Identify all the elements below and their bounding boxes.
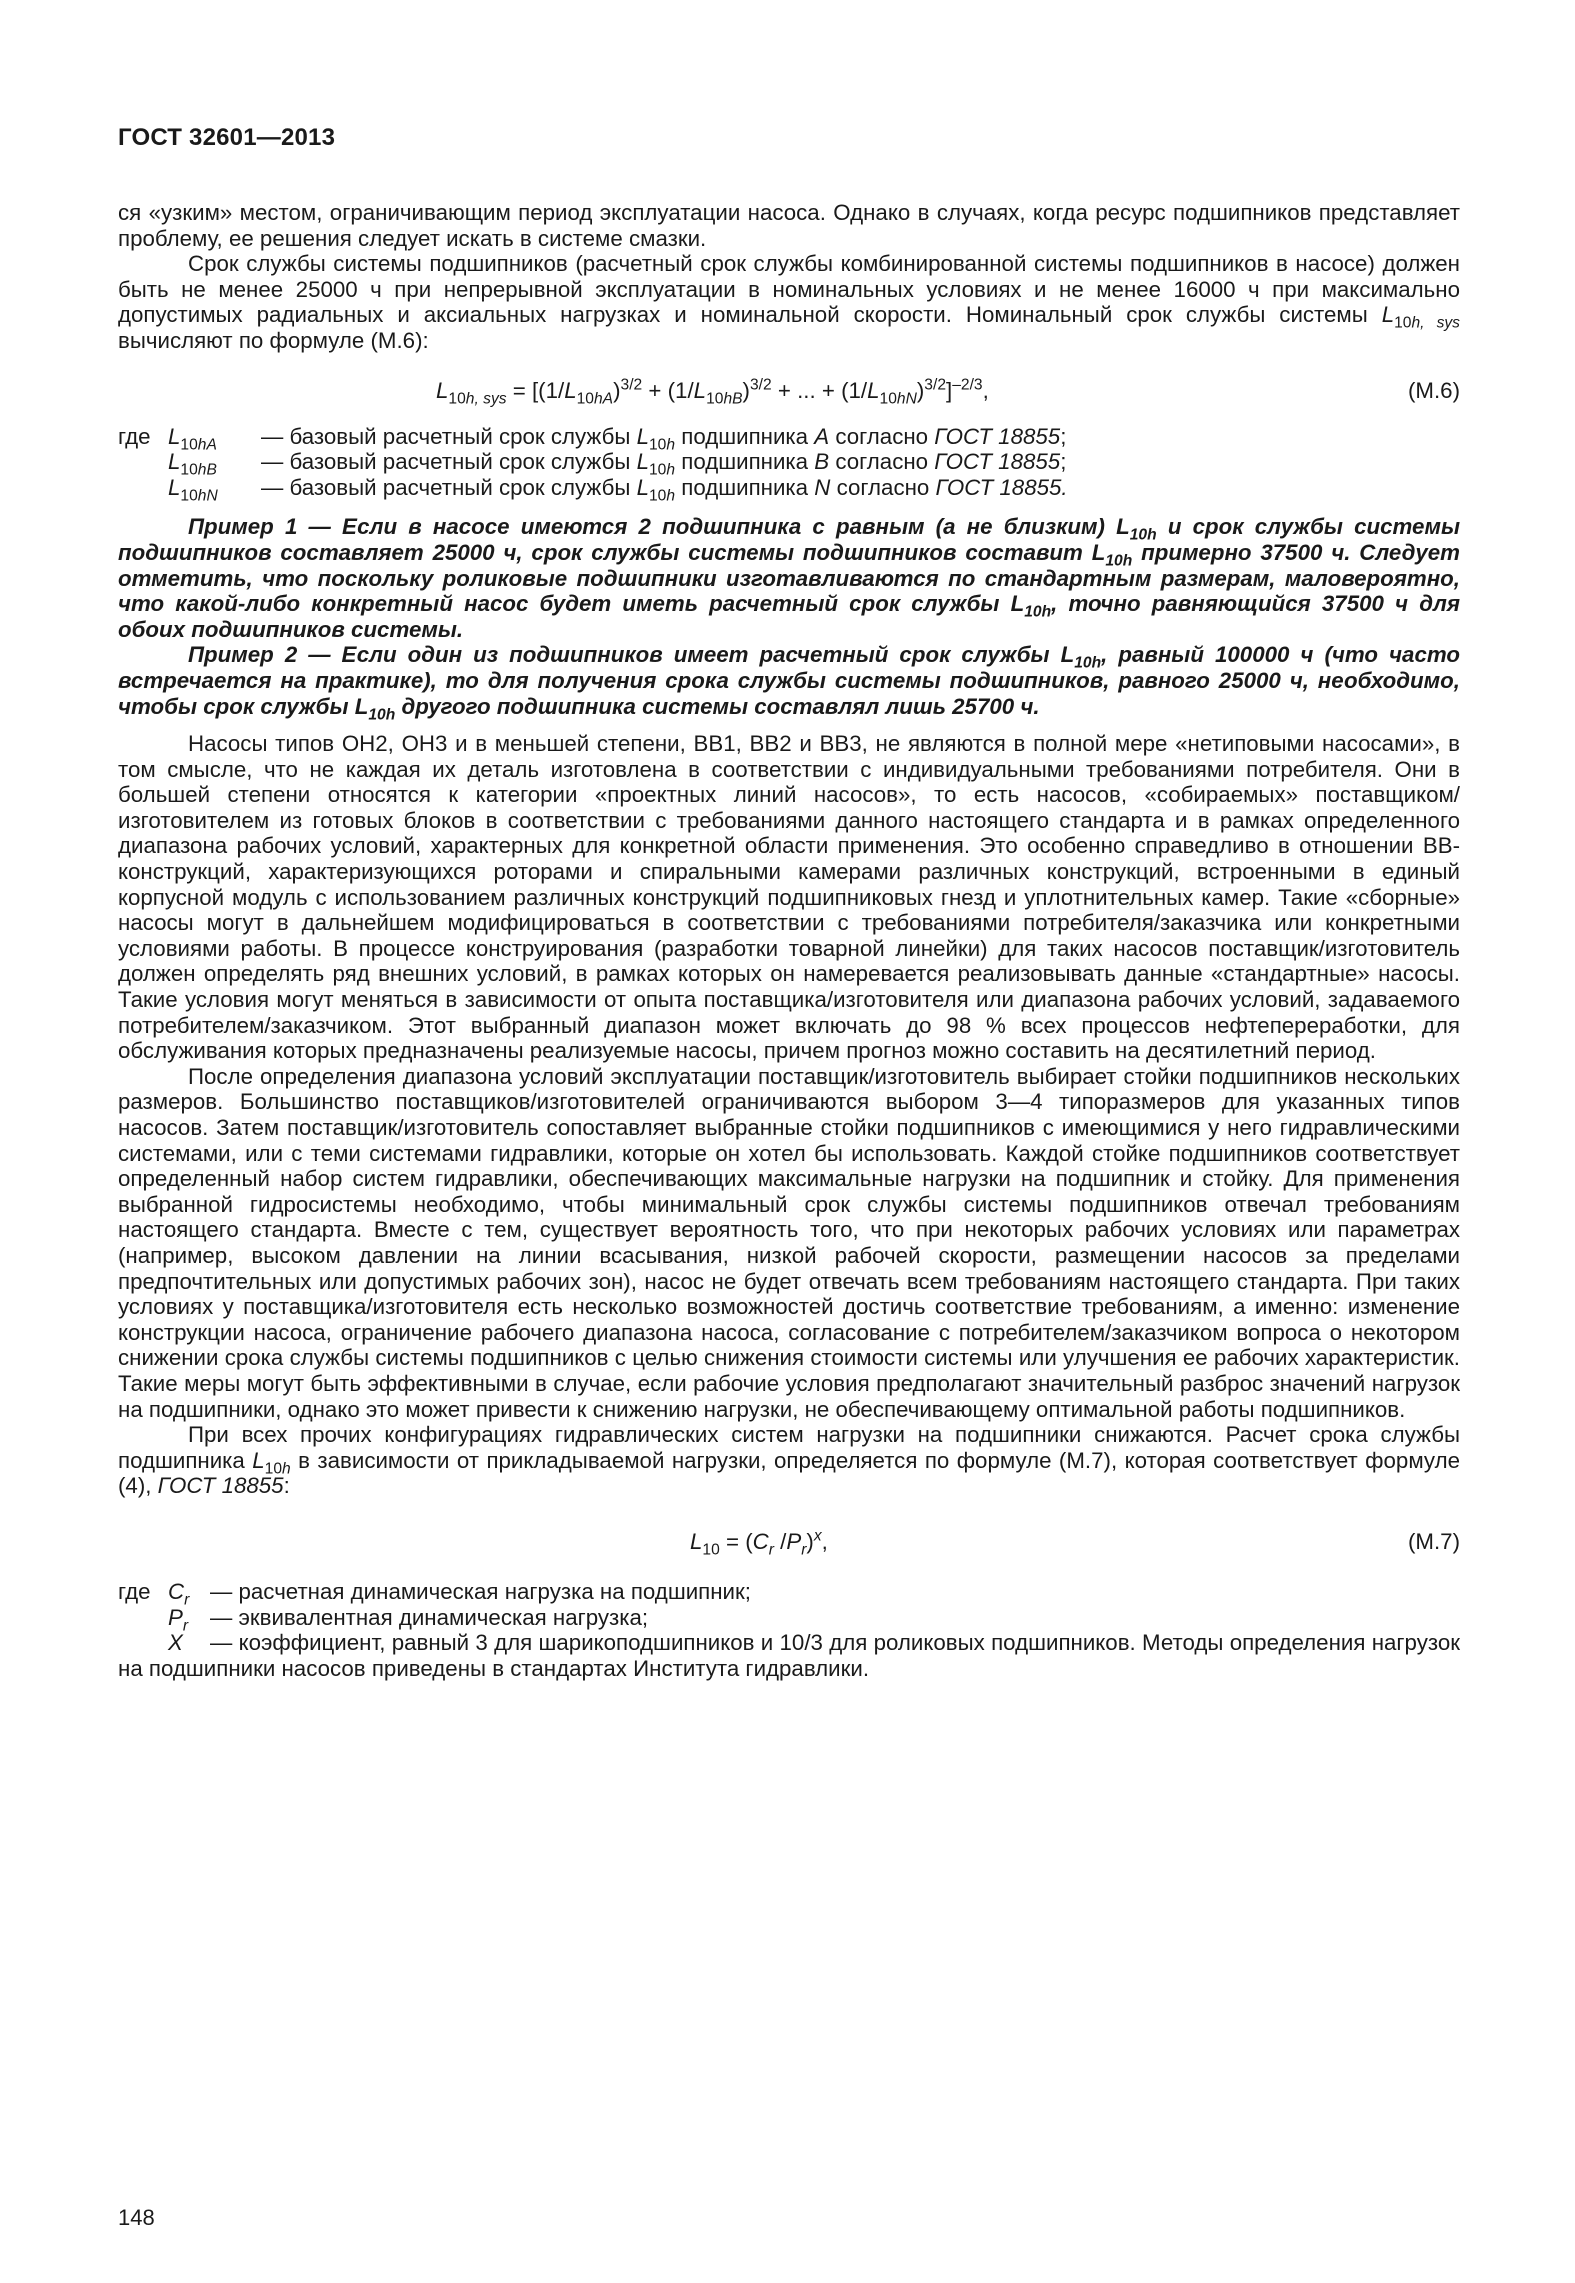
formula-m6-expression: $L_{10h, sys} = [(1/L_{10hA})^{3/2} + (1/L_{10hB})^{3/2}$ + ... + $(1/L_{10hN})^{3/2}]^{-2/3}$, — [436, 376, 989, 408]
formula-m7-expression: $L_{10} = (C_r$ $/P_r)^x$, — [690, 1527, 828, 1559]
paragraph-2-text: Срок службы системы подшипников (расчетный срок службы комбинированной системы подшипников в насосе) должен быть не менее 25000 ч при непрерывной эксплуатации в номинальных условиях и не менее 16000 ч при максимально допустимых радиальных и аксиальных нагрузках и номинальной скорости. Номинальный срок службы системы — [118, 251, 1460, 328]
where-text: — расчетная динамическая нагрузка на подшипник; — [210, 1578, 751, 1604]
document-page — [118, 0, 1460, 2283]
paragraph-5-text: При всех прочих конфигурациях гидравлических систем нагрузки на подшипники снижаются. Расчет срока службы подшипника — [118, 1422, 1460, 1473]
where-lead: где — [118, 1578, 151, 1604]
where-item-x: X — коэффициент, равный 3 для шарикоподшипников и 10/3 для роликовых подшипников. Методы определения нагрузок на подшипники насосов приведены в стандартах Института гидравлики. — [118, 1630, 1460, 1681]
where-symbol: $P_r$ — [168, 1604, 189, 1634]
symbol-l10h-sys: L — [1381, 302, 1395, 328]
where-symbol: $C_r$ — [168, 1578, 190, 1609]
where-symbol: $L_{10hA}$ — [168, 423, 217, 454]
paragraph-1: ся «узким» местом, ограничивающим период эксплуатации насоса. Однако в случаях, когда ресурс подшипников представляет проблему, ее решения следует искать в системе смазки. — [118, 200, 1460, 251]
where-list-m7 — [118, 1578, 1460, 1634]
where-item — [118, 1578, 1460, 1609]
where-text: — базовый расчетный срок службы $L_{10h}$ подшипника B согласно ГОСТ 18855; — [261, 449, 1067, 479]
formula-m7 — [118, 1525, 1460, 1559]
document-body — [118, 200, 1460, 1681]
where-lead: где — [118, 423, 151, 449]
formula-m6-number: (М.6) — [1407, 377, 1460, 403]
paragraph-2: Срок службы системы подшипников (расчетный срок службы комбинированной системы подшипников в насосе) должен быть не менее 25000 ч при непрерывной эксплуатации в номинальных условиях и не менее 16000 ч при максимально допустимых радиальных и аксиальных нагрузках и номинальной скорости. Номинальный срок службы системы $L_{10h, sys}$ вычисляют по формуле (М.6): — [118, 251, 1460, 353]
paragraph-3: Насосы типов ОН2, ОН3 и в меньшей степени, ВВ1, ВВ2 и ВВ3, не являются в полной мере «нетиповыми насосами», в том смысле, что не каждая их деталь изготовлена в соответствии с индивидуальными требованиями потребителя. Они в большей степени относятся к категории «проектных линий насосов», то есть насосов, «собираемых» поставщиком/изготовителем из готовых блоков в соответствии с требованиями данного настоящего стандарта и в рамках определенного диапазона рабочих условий, характерных для конкретной области применения. Это особенно справедливо в отношении ВВ-конструкций, характеризующихся роторами и спиральными камерами различных конструкций, встроенными в единый корпусной модуль с использованием различных конструкций подшипниковых гнезд и уплотнительных камер. Такие «сборные» насосы могут в дальнейшем модифицироваться в соответствии с требованиями потребителя/заказчика или конкретными условиями работы. В процессе конструирования (разработки товарной линейки) для таких насосов поставщик/изготовитель должен определять ряд внешних условий, в рамках которых он намеревается реализовывать данные «стандартные» насосы. Такие условия могут меняться в зависимости от опыта поставщика/изготовителя или диапазона рабочих условий, задаваемого потребителем/заказчиком. Этот выбранный диапазон может включать до 98 % всех процессов нефтепереработки, для обслуживания которых предназначены реализуемые насосы, причем прогноз можно составить на десятилетний период. — [118, 731, 1460, 1064]
document-header: ГОСТ 32601—2013 — [118, 124, 336, 151]
where-item — [118, 1604, 1460, 1634]
where-symbol: $L_{10hN}$ — [168, 474, 218, 505]
paragraph-4: После определения диапазона условий эксплуатации поставщик/изготовитель выбирает стойки подшипников нескольких размеров. Большинство поставщиков/изготовителей ограничиваются выбором 3—4 типоразмеров для указанных типов насосов. Затем поставщик/изготовитель сопоставляет выбранные стойки подшипников с имеющимися у него гидравлическими системами, или с теми системами гидравлики, которые он хотел бы использовать. Каждой стойке подшипников соответствует определенный набор систем гидравлики, обеспечивающих максимальные нагрузки на подшипник и стойку. Для применения выбранной гидросистемы необходимо, чтобы минимальный срок службы системы подшипников отвечал требованиям настоящего стандарта. Вместе с тем, существует вероятность того, что при некоторых рабочих условиях или параметрах (например, высоком давлении на линии всасывания, низкой рабочей скорости, размещении насосов за пределами предпочтительных или допустимых рабочих зон), насос не будет отвечать всем требованиям настоящего стандарта. При таких условиях у поставщика/изготовителя есть несколько возможностей достичь соответствие требованиям, а именно: изменение конструкции насоса, ограничение рабочего диапазона насоса, согласование с потребителем/заказчиком вопроса о некотором снижении срока службы системы подшипников с целью снижения стоимости системы или улучшения ее рабочих характеристик. Такие меры могут быть эффективными в случае, если рабочие условия предполагают значительный разброс значений нагрузок на подшипники, однако это может привести к снижению нагрузки, не обеспечивающему оптимальной работы подшипников. — [118, 1063, 1460, 1422]
example-1: Пример 1 — Если в насосе имеются 2 подшипника с равным (а не близким) $L_{10h}$ и срок службы системы подшипников составляет 25000 ч, срок службы системы подшипников составит $L_{10h}$ примерно 37500 ч. Следует отметить, что поскольку роликовые подшипники изготавливаются по стандартным размерам, маловероятно, что какой-либо конкретный насос будет иметь расчетный срок службы $L_{10h}$, точно равняющийся 37500 ч для обоих подшипников системы. — [118, 514, 1460, 642]
where-text: — базовый расчетный срок службы $L_{10h}$ подшипника A согласно ГОСТ 18855; — [261, 423, 1067, 454]
paragraph-2-tail: вычисляют по формуле (М.6): — [118, 327, 429, 353]
where-text: — базовый расчетный срок службы $L_{10h}$ подшипника N согласно ГОСТ 18855. — [261, 474, 1068, 505]
where-item — [118, 423, 1460, 454]
where-text: — эквивалентная динамическая нагрузка; — [210, 1604, 649, 1630]
formula-m6 — [118, 374, 1460, 408]
where-item — [118, 449, 1460, 479]
where-symbol: $L_{10hB}$ — [168, 449, 217, 479]
paragraph-5: При всех прочих конфигурациях гидравлических систем нагрузки на подшипники снижаются. Расчет срока службы подшипника $L_{10h}$ в зависимости от прикладываемой нагрузки, определяется по формуле (М.7), которая соответствует формуле (4), ГОСТ 18855: — [118, 1422, 1460, 1499]
where-item — [118, 474, 1460, 505]
paragraph-5-middle: в зависимости от прикладываемой нагрузки, определяется по формуле (М.7), которая соответствует формуле (4), — [118, 1447, 1460, 1499]
example-2: Пример 2 — Если один из подшипников имеет расчетный срок службы $L_{10h}$, равный 100000 ч (что часто встречается на практике), то для получения срока службы системы подшипников, равного 25000 ч, необходимо, чтобы срок службы $L_{10h}$ другого подшипника системы составлял лишь 25700 ч. — [118, 642, 1460, 723]
formula-m7-number: (М.7) — [1407, 1528, 1460, 1554]
page-number: 148 — [118, 2205, 155, 2230]
standard-reference: ГОСТ 18855 — [157, 1473, 284, 1499]
where-list-m6 — [118, 423, 1460, 505]
